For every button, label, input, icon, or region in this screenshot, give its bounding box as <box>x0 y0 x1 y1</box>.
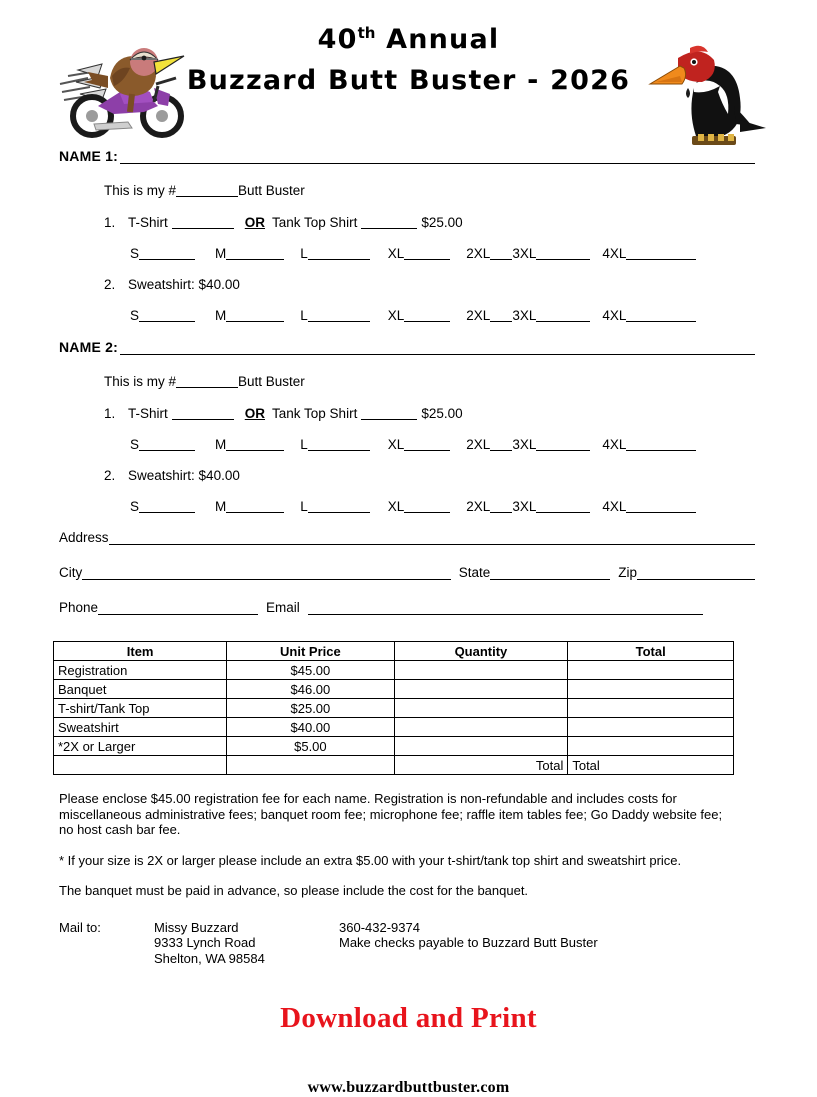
row-unit-price: $40.00 <box>227 718 394 737</box>
entry-1-sweat-size-l-line[interactable] <box>308 309 370 322</box>
entry-1-sweat-size-2xl-line[interactable] <box>490 309 512 322</box>
size-label-m: M <box>215 499 227 514</box>
entry-1-count-prefix: This is my # <box>104 183 177 198</box>
size-label-xl: XL <box>387 437 405 452</box>
row-item-name: *2X or Larger <box>54 737 227 756</box>
entry-1-shirt-sizes-row[interactable] <box>0 246 817 262</box>
entry-1-shirt-size-s-line[interactable] <box>139 247 195 260</box>
city-state-zip-row[interactable] <box>0 565 817 580</box>
entry-1-shirt-price: $25.00 <box>421 215 463 230</box>
row-quantity-input[interactable] <box>394 718 568 737</box>
entry-1-shirt-size-4xl-line[interactable] <box>626 247 696 260</box>
mail-to-label: Mail to: <box>59 919 101 935</box>
row-quantity-input[interactable] <box>394 661 568 680</box>
row-total-input[interactable] <box>568 680 734 699</box>
entry-1-tanktop-label: Tank Top Shirt <box>272 215 358 230</box>
entry-2-shirt-size-s-line[interactable] <box>139 438 195 451</box>
entry-2-sweat-size-m-line[interactable] <box>226 500 284 513</box>
size-label-4xl: 4XL <box>602 437 627 452</box>
checks-payable-note: Make checks payable to Buzzard Butt Buster <box>339 935 598 950</box>
form-body <box>0 148 817 1097</box>
size-label-4xl: 4XL <box>602 499 627 514</box>
entry-2-item-1-row[interactable] <box>0 406 817 422</box>
name-1-label: NAME 1: <box>59 148 118 164</box>
row-item-name: T-shirt/Tank Top <box>54 699 227 718</box>
entry-2-item-2-number: 2. <box>104 468 116 483</box>
address-input-line[interactable] <box>109 531 755 545</box>
row-quantity-input[interactable] <box>394 680 568 699</box>
total-row-spacer-price <box>227 756 394 775</box>
entry-1-shirt-size-3xl-line[interactable] <box>536 247 590 260</box>
entry-1-or-label: OR <box>244 215 266 230</box>
entry-1-item-1-row[interactable] <box>0 215 817 231</box>
entry-2-tanktop-input-line[interactable] <box>361 407 417 420</box>
row-total-input[interactable] <box>568 737 734 756</box>
email-input-line[interactable] <box>308 601 703 615</box>
recipient-name: Missy Buzzard <box>154 919 239 935</box>
entry-1-shirt-size-2xl-line[interactable] <box>490 247 512 260</box>
contact-phone-number: 360-432-9374 <box>339 919 420 935</box>
size-label-m: M <box>215 437 227 452</box>
entry-1-shirt-size-l-line[interactable] <box>308 247 370 260</box>
entry-2-shirt-size-xl-line[interactable] <box>404 438 450 451</box>
entry-2-count-suffix: Butt Buster <box>238 374 305 389</box>
entry-1-tshirt-label: T-Shirt <box>128 215 168 230</box>
address-label: Address <box>59 530 109 545</box>
entry-1-item-2-number: 2. <box>104 277 116 292</box>
website-url: www.buzzardbuttbuster.com <box>307 1079 510 1096</box>
city-input-line[interactable] <box>82 566 450 580</box>
entry-2-tshirt-input-line[interactable] <box>172 407 234 420</box>
phone-label: Phone <box>59 600 99 615</box>
row-unit-price: $5.00 <box>227 737 394 756</box>
entry-2-shirt-size-l-line[interactable] <box>308 438 370 451</box>
pricing-table <box>53 641 734 775</box>
entry-1-sweat-size-4xl-line[interactable] <box>626 309 696 322</box>
size-label-s: S <box>130 499 140 514</box>
row-total-input[interactable] <box>568 699 734 718</box>
table-row <box>54 699 734 718</box>
entry-1-count-input-line[interactable] <box>176 184 238 197</box>
entry-1-sweat-size-3xl-line[interactable] <box>536 309 590 322</box>
zip-label: Zip <box>618 565 637 580</box>
mail-to-section <box>0 914 817 967</box>
size-label-l: L <box>300 437 308 452</box>
title-line-2: Buzzard Butt Buster - 2026 <box>186 65 631 96</box>
entry-1-sweatshirt-label: Sweatshirt: <box>128 277 195 292</box>
state-input-line[interactable] <box>490 566 610 580</box>
row-unit-price: $46.00 <box>227 680 394 699</box>
note-registration-fee: Please enclose $45.00 registration fee for each name. Registration is non-refundable and includes costs for miscellaneous administrative fees; banquet room fee; microphone fee; raffle item tables fee; Go Daddy website fee; no host cash bar fee. <box>59 791 723 837</box>
entry-2-item-2-row <box>0 468 817 484</box>
entry-2-sweatshirt-label: Sweatshirt: <box>128 468 195 483</box>
header-quantity: Quantity <box>394 642 568 661</box>
size-label-2xl: 2XL <box>466 499 491 514</box>
contact-and-payment-info <box>339 920 817 967</box>
table-row <box>54 737 734 756</box>
size-label-xl: XL <box>387 246 405 261</box>
row-item-name: Registration <box>54 661 227 680</box>
email-label: Email <box>266 600 300 615</box>
entry-2-sweat-size-3xl-line[interactable] <box>536 500 590 513</box>
city-state-zip: Shelton, WA 98584 <box>154 950 265 966</box>
size-label-m: M <box>215 246 227 261</box>
entry-1-sweatshirt-sizes-row[interactable] <box>0 308 817 324</box>
entry-2-shirt-sizes-row[interactable] <box>0 437 817 453</box>
entry-1-item-2-row <box>0 277 817 293</box>
size-label-2xl: 2XL <box>466 437 491 452</box>
size-label-3xl: 3XL <box>512 499 537 514</box>
header-item: Item <box>54 642 227 661</box>
row-total-input[interactable] <box>568 718 734 737</box>
name-2-field-row[interactable] <box>0 339 817 355</box>
row-item-name: Sweatshirt <box>54 718 227 737</box>
download-and-print-heading: Download and Print <box>280 1002 537 1034</box>
form-header <box>0 0 817 145</box>
row-quantity-input[interactable] <box>394 699 568 718</box>
entry-1-sweatshirt-price: $40.00 <box>198 277 240 292</box>
entry-2-count-row[interactable] <box>0 374 817 390</box>
header-total: Total <box>568 642 734 661</box>
name-1-field-row[interactable] <box>0 148 817 164</box>
annual-word: Annual <box>375 24 500 55</box>
annual-number: 40 <box>317 24 358 55</box>
entry-1-shirt-size-xl-line[interactable] <box>404 247 450 260</box>
entry-2-item-1-number: 1. <box>104 406 116 421</box>
entry-2-shirt-size-2xl-line[interactable] <box>490 438 512 451</box>
standing-vulture-clipart <box>648 32 768 150</box>
mailing-address <box>154 920 339 967</box>
notes-section <box>0 775 817 899</box>
size-label-4xl: 4XL <box>602 308 627 323</box>
address-field-row[interactable] <box>0 530 817 545</box>
entry-2-shirt-size-4xl-line[interactable] <box>626 438 696 451</box>
size-label-s: S <box>130 246 140 261</box>
annual-ordinal-suffix: th <box>357 24 376 42</box>
entry-2-sweat-size-xl-line[interactable] <box>404 500 450 513</box>
row-unit-price: $45.00 <box>227 661 394 680</box>
size-label-3xl: 3XL <box>512 246 537 261</box>
size-label-l: L <box>300 499 308 514</box>
note-banquet-prepay: The banquet must be paid in advance, so please include the cost for the banquet. <box>59 883 529 898</box>
city-label: City <box>59 565 83 580</box>
entry-2-shirt-size-m-line[interactable] <box>226 438 284 451</box>
size-label-l: L <box>300 308 308 323</box>
entry-1-count-suffix: Butt Buster <box>238 183 305 198</box>
name-2-input-line[interactable] <box>120 341 755 355</box>
entry-2-tanktop-label: Tank Top Shirt <box>272 406 358 421</box>
size-label-m: M <box>215 308 227 323</box>
row-unit-price: $25.00 <box>227 699 394 718</box>
zip-input-line[interactable] <box>637 566 755 580</box>
street-address: 9333 Lynch Road <box>154 935 256 950</box>
entry-2-count-input-line[interactable] <box>176 375 238 388</box>
pricing-table-wrapper <box>0 635 817 775</box>
phone-email-row[interactable] <box>0 600 817 615</box>
table-header-row <box>54 642 734 661</box>
entry-2-sweatshirt-sizes-row[interactable] <box>0 499 817 515</box>
entry-1-tanktop-input-line[interactable] <box>361 216 417 229</box>
entry-2-tshirt-label: T-Shirt <box>128 406 168 421</box>
entry-2-shirt-price: $25.00 <box>421 406 463 421</box>
entry-1-tshirt-input-line[interactable] <box>172 216 234 229</box>
size-label-l: L <box>300 246 308 261</box>
table-row <box>54 718 734 737</box>
size-label-2xl: 2XL <box>466 246 491 261</box>
size-label-xl: XL <box>387 499 405 514</box>
phone-input-line[interactable] <box>98 601 258 615</box>
name-2-label: NAME 2: <box>59 339 118 355</box>
size-label-2xl: 2XL <box>466 308 491 323</box>
total-row-spacer-item <box>54 756 227 775</box>
entry-2-count-prefix: This is my # <box>104 374 177 389</box>
table-row <box>54 661 734 680</box>
entry-2-sweat-size-l-line[interactable] <box>308 500 370 513</box>
size-label-xl: XL <box>387 308 405 323</box>
size-label-3xl: 3XL <box>512 308 537 323</box>
entry-2-sweat-size-s-line[interactable] <box>139 500 195 513</box>
grand-total-value-label: Total <box>568 756 734 775</box>
size-label-3xl: 3XL <box>512 437 537 452</box>
state-label: State <box>458 565 491 580</box>
entry-1-sweat-size-s-line[interactable] <box>139 309 195 322</box>
note-plus-size-surcharge: * If your size is 2X or larger please include an extra $5.00 with your t-shirt/tank top shirt and sweatshirt price. <box>59 852 682 868</box>
size-label-4xl: 4XL <box>602 246 627 261</box>
row-item-name: Banquet <box>54 680 227 699</box>
entry-1-sweat-size-xl-line[interactable] <box>404 309 450 322</box>
entry-1-count-row[interactable] <box>0 183 817 199</box>
table-row <box>54 680 734 699</box>
entry-2-sweat-size-2xl-line[interactable] <box>490 500 512 513</box>
entry-1-sweat-size-m-line[interactable] <box>226 309 284 322</box>
size-label-s: S <box>130 308 140 323</box>
entry-2-sweatshirt-price: $40.00 <box>198 468 240 483</box>
entry-1-item-1-number: 1. <box>104 215 116 230</box>
grand-total-label: Total <box>394 756 568 775</box>
entry-1-shirt-size-m-line[interactable] <box>226 247 284 260</box>
table-total-row <box>54 756 734 775</box>
name-1-input-line[interactable] <box>120 150 755 164</box>
entry-2-shirt-size-3xl-line[interactable] <box>536 438 590 451</box>
entry-2-or-label: OR <box>244 406 266 421</box>
entry-2-sweat-size-4xl-line[interactable] <box>626 500 696 513</box>
row-total-input[interactable] <box>568 661 734 680</box>
row-quantity-input[interactable] <box>394 737 568 756</box>
size-label-s: S <box>130 437 140 452</box>
header-unit-price: Unit Price <box>227 642 394 661</box>
